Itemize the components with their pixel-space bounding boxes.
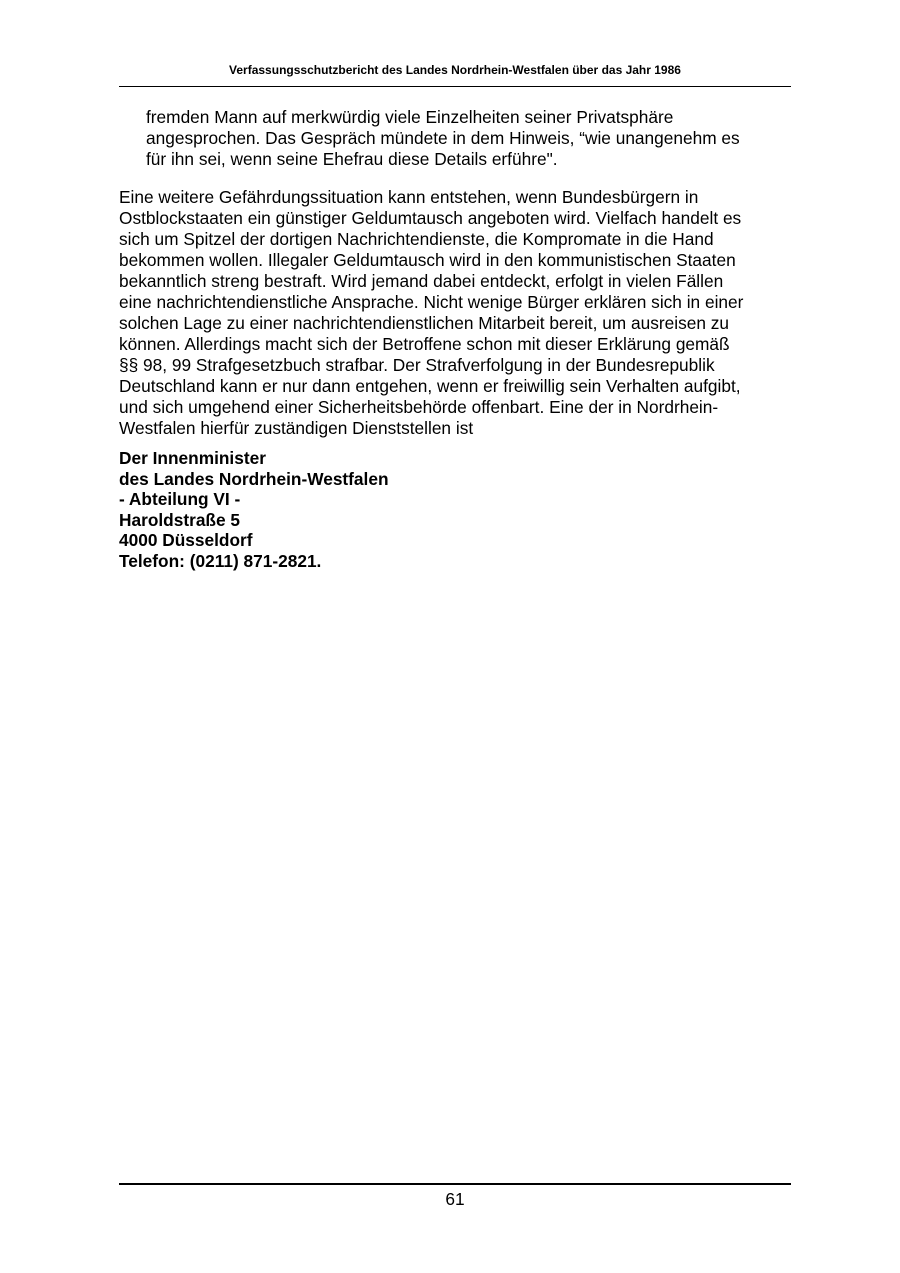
body-line: bekommen wollen. Illegaler Geldumtausch wird in den kommunistischen Staaten (119, 250, 736, 270)
quote-paragraph (146, 107, 786, 170)
address-department: - Abteilung VI - (119, 489, 241, 509)
body-line: und sich umgehend einer Sicherheitsbehörde offenbart. Eine der in Nordrhein- (119, 397, 719, 417)
quote-line: angesprochen. Das Gespräch mündete in dem Hinweis, “wie unangenehm es (146, 128, 740, 148)
body-line: solchen Lage zu einer nachrichtendienstlichen Mitarbeit bereit, um ausreisen zu (119, 313, 729, 333)
quote-line: für ihn sei, wenn seine Ehefrau diese Details erführe". (146, 149, 558, 169)
body-line: eine nachrichtendienstliche Ansprache. Nicht wenige Bürger erklären sich in einer (119, 292, 744, 312)
header-divider (119, 86, 791, 87)
address-block (119, 448, 791, 571)
footer-divider (119, 1183, 791, 1185)
body-line: bekanntlich streng bestraft. Wird jemand dabei entdeckt, erfolgt in vielen Fällen (119, 271, 724, 291)
body-paragraph (119, 187, 791, 439)
running-header: Verfassungsschutzbericht des Landes Nordrhein-Westfalen über das Jahr 1986 (229, 63, 681, 77)
body-line: Deutschland kann er nur dann entgehen, wenn er freiwillig sein Verhalten aufgibt, (119, 376, 741, 396)
page-number: 61 (445, 1189, 465, 1209)
address-street: Haroldstraße 5 (119, 509, 241, 530)
address-phone: Telefon: (0211) 871-2821. (119, 550, 322, 571)
body-line: Ostblockstaaten ein günstiger Geldumtausch angeboten wird. Vielfach handelt es (119, 208, 742, 228)
address-city: 4000 Düsseldorf (119, 530, 253, 550)
body-line: Westfalen hierfür zuständigen Dienststellen ist (119, 418, 474, 438)
quote-line: fremden Mann auf merkwürdig viele Einzelheiten seiner Privatsphäre (146, 107, 674, 127)
body-line: sich um Spitzel der dortigen Nachrichtendienste, die Kompromate in die Hand (119, 229, 714, 249)
body-line: §§ 98, 99 Strafgesetzbuch strafbar. Der Strafverfolgung in der Bundesrepublik (119, 355, 715, 375)
address-state: des Landes Nordrhein-Westfalen (119, 468, 389, 489)
body-line: können. Allerdings macht sich der Betroffene schon mit dieser Erklärung gemäß (119, 334, 730, 354)
address-authority: Der Innenminister (119, 448, 266, 468)
body-line: Eine weitere Gefährdungssituation kann entstehen, wenn Bundesbürgern in (119, 187, 699, 207)
